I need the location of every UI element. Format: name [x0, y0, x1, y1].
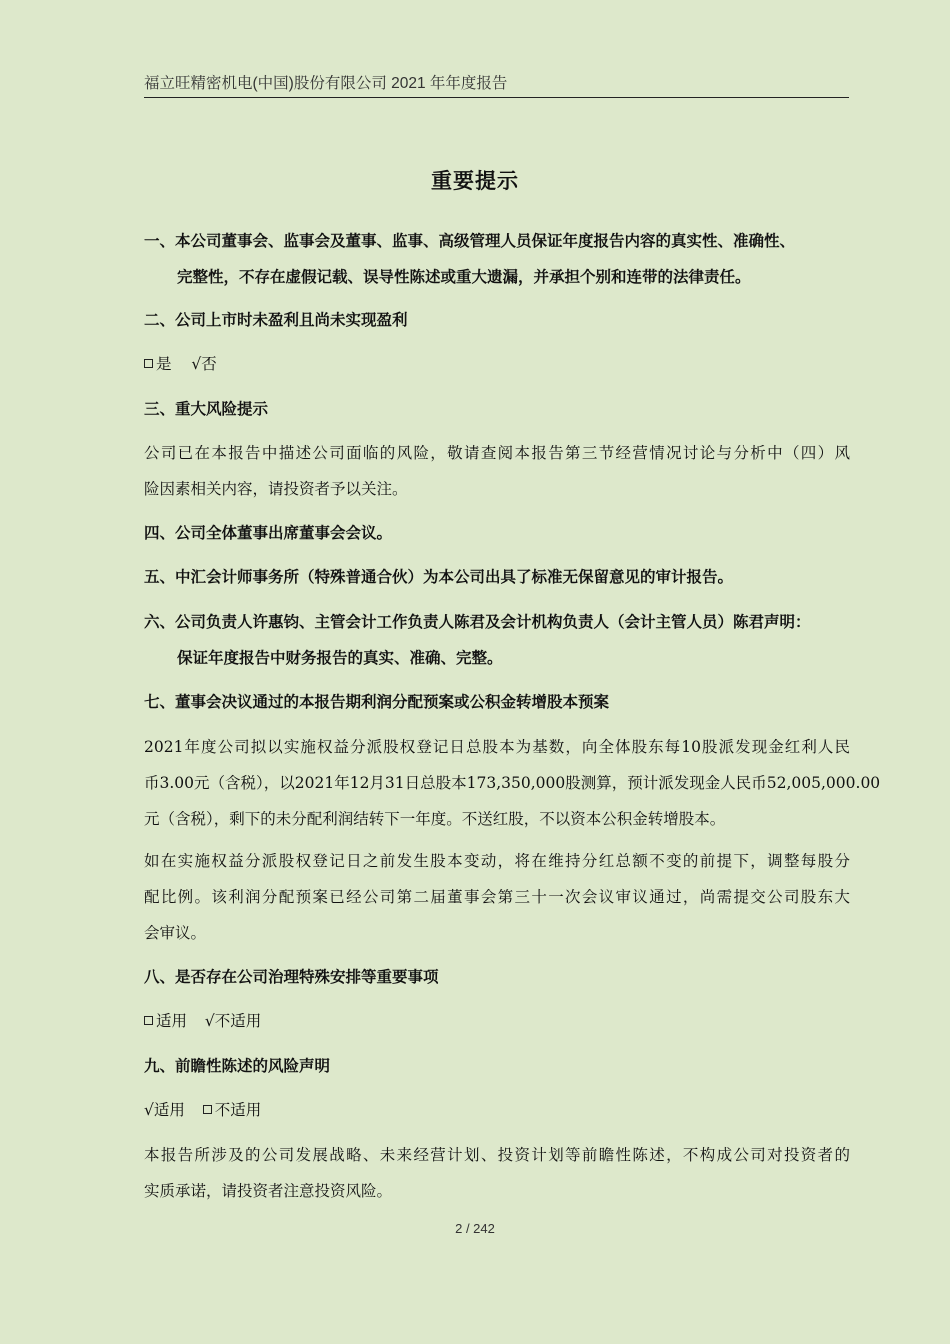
- section-9-body-line-2: 实质承诺，请投资者注意投资风险。: [144, 1182, 393, 1200]
- section-8-options: [144, 1006, 850, 1036]
- report-header: [144, 72, 849, 98]
- section-6-line-1: 六、公司负责人许惠钧、主管会计工作负责人陈君及会计机构负责人（会计主管人员）陈君声明：: [144, 613, 811, 631]
- option-not-applicable: √不适用: [204, 1012, 262, 1030]
- section-4-heading: 四、公司全体董事出席董事会会议。: [144, 524, 393, 542]
- section-7-p1-line-2: 币3.00元（含税），以2021年12月31日总股本173,350,000股测算，预计派发现金人民币52,005,000.00: [144, 774, 881, 792]
- section-3-body: [144, 435, 850, 507]
- section-9-options: [144, 1095, 850, 1125]
- section-7-p2-line-1: 如在实施权益分派股权登记日之前发生股本变动，将在维持分红总额不变的前提下，调整每股分: [144, 852, 850, 870]
- section-1: [144, 226, 850, 292]
- section-9-body: [144, 1137, 850, 1209]
- option-applicable: √适用: [144, 1101, 185, 1119]
- section-7-paragraph-1: [144, 729, 881, 837]
- section-6: [144, 607, 850, 673]
- section-7-p2-line-3: 会审议。: [144, 924, 207, 942]
- section-7-p1-line-3: 元（含税），剩下的未分配利润结转下一年度。不送红股，不以资本公积金转增股本。: [144, 810, 726, 828]
- section-3-body-line-1: 公司已在本报告中描述公司面临的风险，敬请查阅本报告第三节经营情况讨论与分析中（四）风: [144, 444, 850, 462]
- checkbox-unchecked-icon: [203, 1105, 212, 1114]
- section-6-line-2: 保证年度报告中财务报告的真实、准确、完整。: [177, 649, 503, 667]
- section-1-line-2: 完整性，不存在虚假记载、误导性陈述或重大遗漏，并承担个别和连带的法律责任。: [177, 268, 751, 286]
- page-title: 重要提示: [431, 169, 519, 193]
- header-text: 福立旺精密机电(中国)股份有限公司 2021 年年度报告: [144, 75, 508, 92]
- section-2-heading: 二、公司上市时未盈利且尚未实现盈利: [144, 311, 408, 329]
- section-7-heading: 七、董事会决议通过的本报告期利润分配预案或公积金转增股本预案: [144, 693, 610, 711]
- section-8-heading: 八、是否存在公司治理特殊安排等重要事项: [144, 968, 439, 986]
- section-7-p2-line-2: 配比例。该利润分配预案已经公司第二届董事会第三十一次会议审议通过，尚需提交公司股东大: [144, 888, 850, 906]
- section-2-options: [144, 349, 850, 379]
- section-9-body-line-1: 本报告所涉及的公司发展战略、未来经营计划、投资计划等前瞻性陈述，不构成公司对投资者的: [144, 1146, 850, 1164]
- option-yes: 是: [156, 355, 172, 373]
- checkbox-unchecked-icon: [144, 359, 153, 368]
- section-7-paragraph-2: [144, 843, 850, 951]
- section-3-heading: 三、重大风险提示: [144, 400, 269, 418]
- checkbox-unchecked-icon: [144, 1016, 153, 1025]
- option-not-applicable: 不适用: [214, 1101, 262, 1119]
- option-no: √否: [191, 355, 217, 373]
- section-5-heading: 五、中汇会计师事务所（特殊普通合伙）为本公司出具了标准无保留意见的审计报告。: [144, 568, 734, 586]
- option-applicable: 适用: [156, 1012, 188, 1030]
- section-3-body-line-2: 险因素相关内容，请投资者予以关注。: [144, 480, 408, 498]
- section-7-p1-line-1: 2021年度公司拟以实施权益分派股权登记日总股本为基数，向全体股东每10股派发现金红利人民: [144, 738, 850, 756]
- section-1-line-1: 一、本公司董事会、监事会及董事、监事、高级管理人员保证年度报告内容的真实性、准确性、: [144, 232, 796, 250]
- section-9-heading: 九、前瞻性陈述的风险声明: [144, 1057, 331, 1075]
- page-number: 2 / 242: [455, 1221, 495, 1236]
